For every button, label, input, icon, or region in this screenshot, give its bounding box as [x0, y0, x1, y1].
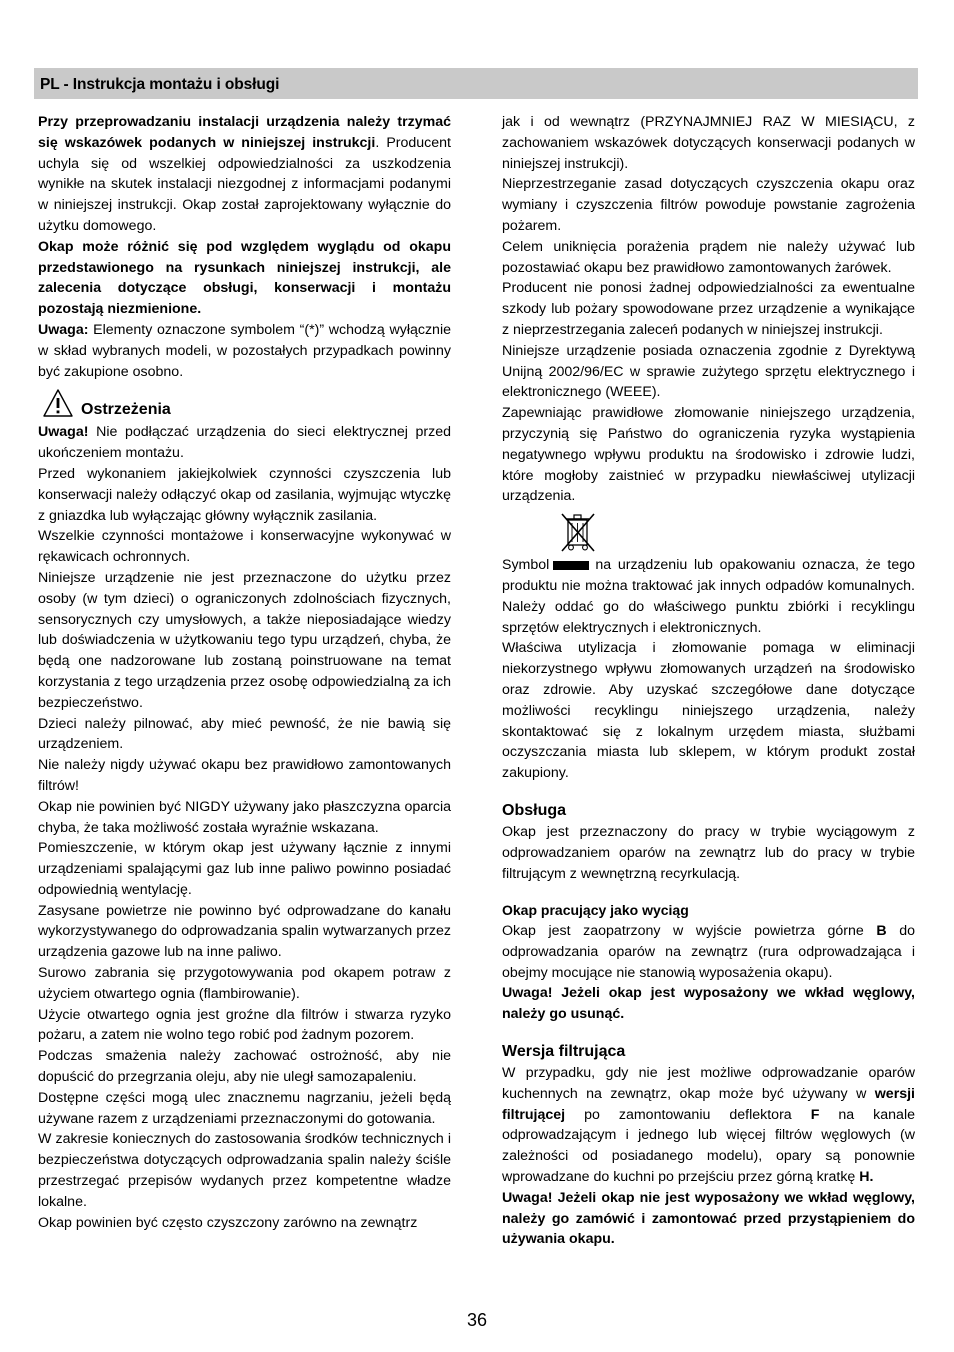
maintenance-paragraph: Nieprzestrzeganie zasad dotyczących czyszczenia okapu oraz wymiany i czyszczenia filtrów powoduje powstanie zagrożenia pożarem. [502, 176, 915, 234]
weee-paragraph: Niniejsze urządzenie posiada oznaczenia zgodnie z Dyrektywą Unijną 2002/96/EC w sprawie zużytego sprzętu elektrycznego i elektronicznego (WEEE). [502, 342, 915, 401]
disposal-details-paragraph: Właściwa utylizacja i złomowanie pomaga w eliminacji niekorzystnego wpływu złomowanych urządzeń na środowisko oraz zdrowie. Aby uzyskać szczegółowe dane dotyczące możliwości recyklingu niniejszego urządzenia, należy skontaktować się z lokalnym urzędem miasta, służbami oczyszczania miasta lub sklepem, w którym produkt został zakupiony. [502, 640, 915, 782]
filter-text-deflector: po zamontowaniu deflektora [565, 1106, 811, 1123]
safety-paragraph: Pomieszczenie, w którym okap jest używany łącznie z innymi urządzeniami spalającymi gaz lub inne paliwo powinno posiadać odpowiednią wentylację. [38, 840, 451, 898]
symbol-label: Symbol [502, 557, 550, 574]
intro-bold-text: Przy przeprowadzaniu instalacji urządzenia należy trzymać się wskazówek podanych w niniejszej instrukcji [38, 114, 451, 151]
page-number: 36 [466, 1310, 488, 1330]
maintenance-paragraph: Celem uniknięcia porażenia prądem nie należy używać lub pozostawiać okapu bez prawidłowo zamontowanych żarówek. [502, 238, 915, 276]
right-column [502, 112, 915, 1250]
warnings-heading [38, 388, 451, 422]
extraction-subtitle: Okap pracujący jako wyciąg [502, 902, 689, 919]
safety-paragraph: Przed wykonaniem jakiejkolwiek czynności czyszczenia lub konserwacji należy odłączyć okap od zasilania, wyjmując wtyczkę z gniazdka lub wyłączając główny wyłącznik zasilania. [38, 465, 451, 524]
filter-version-title: Wersja filtrująca [502, 1043, 626, 1061]
extraction-text-end: do odprowadzania oparów na zewnątrz (rura odprowadzająca i obejmy mocujące nie stanowią wyposażenia okapu). [502, 923, 915, 981]
safety-paragraph: Wszelkie czynności montażowe i konserwacyjne wykonywać w rękawicach ochronnych. [38, 528, 451, 566]
extraction-warning: Uwaga! Jeżeli okap jest wyposażony we wkład węglowy, należy go usunąć. [502, 985, 915, 1023]
operation-title: Obsługa [502, 801, 567, 819]
crossed-bin-icon [558, 511, 598, 553]
warnings-title: Ostrzeżenia [81, 401, 171, 419]
safety-paragraph: Okap powinien być często czyszczony zarówno na zewnątrz [38, 1214, 418, 1231]
warning-triangle-icon [42, 388, 74, 418]
warning-label: Uwaga! [38, 424, 89, 441]
filter-warning: Uwaga! Jeżeli okap nie jest wyposażony we wkład węglowy, należy go zamówić i zamontować przed przystąpieniem do używania okapu. [502, 1189, 915, 1248]
intro-paragraph [38, 112, 451, 237]
filter-text-grille: na kanale odprowadzającym i jednego lub więcej filtrów węglowych (w zależności od posiadanego modelu), opary są ponownie wprowadzane do kuchni po przejściu przez górną kratkę [502, 1106, 915, 1186]
filter-paragraph [502, 1063, 915, 1188]
symbol-bar-icon [553, 561, 589, 570]
extraction-text: Okap jest zaopatrzony w wyjście powietrza górne [502, 923, 877, 940]
note-label: Uwaga: [38, 321, 89, 338]
safety-paragraph: Użycie otwartego ognia jest groźne dla filtrów i stwarza ryzyko pożaru, a zatem nie wolno tego robić pod żadnym pozorem. [38, 1006, 451, 1044]
deflector-letter-f: F [810, 1106, 820, 1123]
filter-text: W przypadku, gdy nie jest możliwe odprowadzanie oparów kuchennych na zewnątrz, okap może być używany w [502, 1065, 915, 1102]
safety-paragraph: Dostępne części mogą ulec znacznemu nagrzaniu, jeżeli będą używane razem z urządzeniami przeznaczonymi do gotowania. [38, 1089, 451, 1127]
left-column [38, 112, 451, 1233]
extraction-paragraph [502, 921, 915, 983]
safety-paragraph: Podczas smażenia należy zachować ostrożność, aby nie dopuścić do przegrzania oleju, aby nie uległ samozapaleniu. [38, 1048, 451, 1086]
symbol-paragraph [502, 555, 915, 638]
operation-paragraph: Okap jest przeznaczony do pracy w trybie wyciągowym z odprowadzaniem oparów na zewnątrz lub do pracy w trybie filtrującym z wewnętrzną recyrkulacją. [502, 823, 915, 882]
safety-paragraph: Surowo zabrania się przygotowywania pod okapem potraw z użyciem otwartego ognia (flambirowanie). [38, 965, 451, 1002]
disposal-paragraph: Zapewniając prawidłowe złomowanie niniejszego urządzenia, przyczynią się Państwo do ograniczenia ryzyka wystąpienia negatywnego wpływu produktu na środowisko i zdrowie ludzi, które mogłoby zaistnieć w przypadku niewłaściwej utylizacji urządzenia. [502, 405, 915, 505]
maintenance-paragraph: jak i od wewnątrz (PRZYNAJMNIEJ RAZ W MIESIĄCU, z zachowaniem wskazówek dotyczących konserwacji podanych w niniejszej instrukcji). [502, 114, 915, 172]
grille-letter-h: H. [859, 1169, 874, 1186]
safety-paragraph: Dzieci należy pilnować, aby mieć pewność, że nie bawią się urządzeniem. [38, 715, 451, 753]
warning-paragraph [38, 422, 451, 464]
appearance-note: Okap może różnić się pod względem wyglądu od okapu przedstawionego na rysunkach niniejszej instrukcji, ale zalecenia dotyczące obsługi, konserwacji i montażu pozostają niezmienione. [38, 238, 451, 318]
maintenance-paragraph: Producent nie ponosi żadnej odpowiedzialności za ewentualne szkody lub pożary spowodowane przez urządzenie a wynikające z nieprzestrzegania zaleceń podanych w niniejszej instrukcji. [502, 280, 915, 338]
section-header-bar [34, 68, 918, 99]
safety-paragraph: Okap nie powinien być NIGDY używany jako płaszczyzna oparcia chyba, że taka możliwość została wyraźnie wskazana. [38, 798, 451, 836]
intro-text: . Producent uchyla się od wszelkiej odpowiedzialności za uszkodzenia wynikłe na skutek instalacji niezgodnej z informacjami podanymi w niniejszej instrukcji. Okap został zaprojektowany wyłącznie do użytku domowego. [38, 134, 451, 234]
safety-paragraph: Nie należy nigdy używać okapu bez prawidłowo zamontowanych filtrów! [38, 757, 451, 794]
filter-version-bold: wersji filtrującej [502, 1085, 915, 1123]
page-title: PL - Instrukcja montażu i obsługi [40, 76, 280, 93]
weee-symbol [502, 511, 915, 555]
optional-parts-note [38, 320, 451, 382]
safety-paragraph: W zakresie koniecznych do zastosowania środków technicznych i bezpieczeństwa dotyczących odprowadzania spalin należy ściśle przestrzegać przepisów wydanych przez kompetentne władze lokalne. [38, 1131, 451, 1210]
warning-text: Nie podłączać urządzenia do sieci elektrycznej przed ukończeniem montażu. [38, 424, 451, 462]
safety-paragraph: Zasysane powietrze nie powinno być odprowadzane do kanału wykorzystywanego do odprowadzania spalin wytwarzanych przez urządzenia gazowe lub na inne paliwo. [38, 902, 451, 961]
note-text: Elementy oznaczone symbolem “(*)” wchodzą wyłącznie w skład wybranych modeli, w pozostałych przypadkach powinny być zakupione osobno. [38, 321, 451, 380]
safety-paragraph: Niniejsze urządzenie nie jest przeznaczone do użytku przez osoby (w tym dzieci) o ograniczonych zdolnościach fizycznych, sensorycznych czy umysłowych, a także nieposiadające wiedzy lub doświadczenia w użytkowaniu tego typu urządzeń, chyba, że będą one nadzorowane lub zostaną poinstruowane na temat korzystania z tego urządzenia przez osobę odpowiedzialną za ich bezpieczeństwo. [38, 569, 451, 711]
symbol-text: na urządzeniu lub opakowaniu oznacza, że tego produktu nie można traktować jak innych odpadów komunalnych. Należy oddać go do właściwego punktu zbiórki i recyklingu sprzętów elektrycznych i elektronicznych. [502, 557, 915, 636]
outlet-letter-b: B [876, 923, 887, 940]
